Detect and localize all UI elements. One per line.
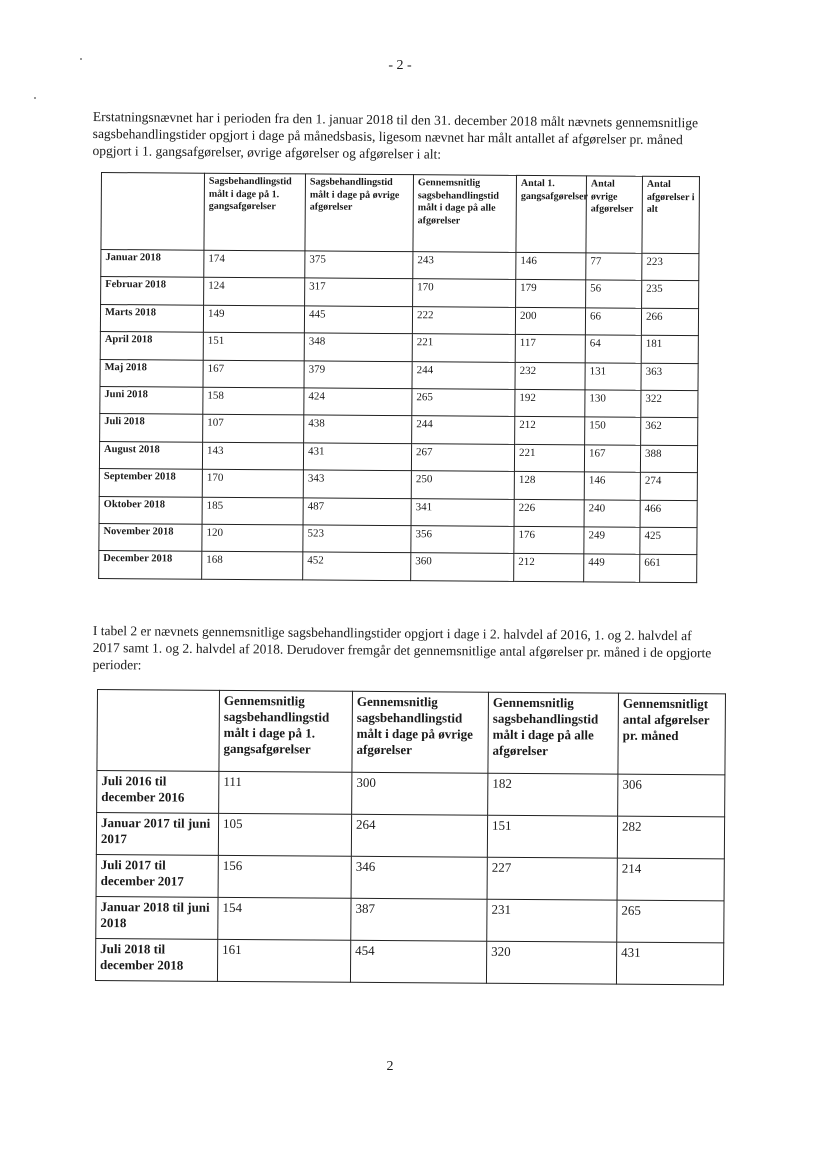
table-cell: 124 xyxy=(204,278,305,306)
row-label: Juli 2018 xyxy=(100,414,203,442)
table-cell: 170 xyxy=(202,469,303,497)
monthly-processing-table xyxy=(98,172,700,583)
table-row xyxy=(96,854,724,900)
row-label: November 2018 xyxy=(99,523,202,551)
table-cell: 282 xyxy=(617,816,724,859)
table-cell: 146 xyxy=(516,252,586,280)
row-label: August 2018 xyxy=(99,441,202,469)
table-row xyxy=(99,441,697,473)
table-cell: 266 xyxy=(641,308,698,336)
table-cell: 170 xyxy=(413,279,516,307)
table-cell: 182 xyxy=(488,773,618,816)
table-cell: 156 xyxy=(218,855,351,898)
column-header: Gennemsnitligt antal afgørelser pr. måned xyxy=(618,693,726,775)
table-cell: 174 xyxy=(204,250,305,278)
table-cell: 176 xyxy=(514,526,584,554)
column-header: Antal 1. gangsafgørelser xyxy=(516,175,587,252)
table-cell: 265 xyxy=(617,900,724,943)
table-cell: 222 xyxy=(412,306,515,334)
table-row xyxy=(100,386,698,418)
table-cell: 240 xyxy=(584,499,640,527)
row-label: Marts 2018 xyxy=(100,304,203,332)
table-cell: 151 xyxy=(487,815,617,858)
table-row xyxy=(100,332,698,364)
table-row xyxy=(96,813,724,859)
table-cell: 64 xyxy=(585,335,641,363)
row-label: Oktober 2018 xyxy=(99,496,202,524)
table-cell: 66 xyxy=(585,308,641,336)
table-cell: 146 xyxy=(584,472,640,500)
table-header-row xyxy=(97,690,726,775)
table-row xyxy=(101,277,699,309)
table-cell: 192 xyxy=(515,389,585,417)
table-cell: 300 xyxy=(352,772,488,815)
table-cell: 362 xyxy=(641,418,698,446)
table-row xyxy=(101,250,699,282)
column-header: Gennemsnitlig sagsbehandlingstid målt i dage på øvrige afgørelser xyxy=(352,691,489,773)
row-label: Januar 2018 xyxy=(101,250,204,278)
table-row xyxy=(99,551,697,583)
row-label: Februar 2018 xyxy=(101,277,204,305)
table-cell: 348 xyxy=(304,333,412,361)
column-header: Gennemsnitlig sagsbehandlingstid målt i dage på 1. gangsafgørelser xyxy=(219,690,353,772)
table-cell: 56 xyxy=(586,280,642,308)
table-cell: 150 xyxy=(585,417,641,445)
row-label: Maj 2018 xyxy=(100,359,203,387)
column-header: Antal øvrige afgørelser xyxy=(586,176,643,253)
table-cell: 223 xyxy=(642,253,699,281)
table-cell: 346 xyxy=(351,856,487,899)
table-cell: 438 xyxy=(304,415,412,443)
column-header: Sagsbehandlingstid målt i dage på 1. gangsafgørelser xyxy=(204,173,306,251)
table-cell: 77 xyxy=(586,253,642,281)
table-cell: 231 xyxy=(487,899,617,942)
table-cell: 185 xyxy=(202,497,303,525)
row-label: Juli 2017 til december 2017 xyxy=(96,854,218,897)
intro-paragraph: Erstatningsnævnet har i perioden fra den 1. januar 2018 til den 31. december 2018 målt nævnets gennemsnitlige sagsbehandlingstider opgjort i dage på månedsbasis, ligesom nævnet har målt antallet af afgørelser pr. måned opgjort i 1. gangsafgørelser, øvrige afgørelser og afgørelser i alt: xyxy=(92,108,699,162)
table-cell: 249 xyxy=(584,527,640,555)
table-row xyxy=(100,414,698,446)
table-cell: 363 xyxy=(641,363,698,391)
table-cell: 387 xyxy=(351,898,487,941)
table-cell: 306 xyxy=(618,774,725,817)
row-label: Juli 2018 til december 2018 xyxy=(95,938,217,981)
table-cell: 151 xyxy=(203,332,304,360)
table-cell: 454 xyxy=(350,940,486,983)
table-cell: 244 xyxy=(412,361,515,389)
table-cell: 130 xyxy=(585,390,641,418)
period-processing-table xyxy=(95,689,726,985)
column-header: Antal afgørelser i alt xyxy=(642,176,700,253)
table-row xyxy=(100,304,698,336)
table-cell: 212 xyxy=(514,554,584,582)
table-cell: 107 xyxy=(203,415,304,443)
table-cell: 425 xyxy=(640,527,697,555)
table-cell: 523 xyxy=(303,525,411,553)
table-row xyxy=(99,496,697,528)
row-label: Juni 2018 xyxy=(100,386,203,414)
table-cell: 487 xyxy=(303,497,411,525)
table-cell: 341 xyxy=(411,498,514,526)
table-cell: 320 xyxy=(486,941,616,984)
table-cell: 379 xyxy=(304,360,412,388)
table-cell: 267 xyxy=(411,443,514,471)
column-header: Gennemsnitlig sagsbehandlingstid målt i dage på alle afgørelser xyxy=(488,692,619,774)
table-cell: 131 xyxy=(585,362,641,390)
table-cell: 388 xyxy=(640,445,697,473)
table-row xyxy=(99,523,697,555)
table-cell: 117 xyxy=(515,335,585,363)
table-cell: 221 xyxy=(412,334,515,362)
table-corner-cell xyxy=(101,173,205,251)
table-cell: 200 xyxy=(515,307,585,335)
table-header-row xyxy=(101,173,700,254)
table-cell: 343 xyxy=(303,470,411,498)
column-header: Gennemsnitlig sagsbehandlingstid målt i dage på alle afgørelser xyxy=(413,175,517,253)
table-cell: 221 xyxy=(514,444,584,472)
table-row xyxy=(96,896,724,942)
table-cell: 232 xyxy=(515,362,585,390)
table-cell: 154 xyxy=(218,897,351,940)
page-header-marker: - 2 - xyxy=(388,58,412,73)
table-row xyxy=(95,938,723,984)
table-cell: 158 xyxy=(203,387,304,415)
table-cell: 360 xyxy=(411,553,514,581)
table-row xyxy=(100,359,698,391)
table-cell: 168 xyxy=(202,552,303,580)
table-corner-cell xyxy=(97,690,220,772)
table-cell: 161 xyxy=(217,939,350,982)
table-cell: 431 xyxy=(303,443,411,471)
table-row xyxy=(97,771,725,817)
table-cell: 274 xyxy=(640,472,697,500)
table-cell: 264 xyxy=(351,814,487,857)
table-cell: 244 xyxy=(412,416,515,444)
table-cell: 149 xyxy=(203,305,304,333)
table-cell: 212 xyxy=(515,417,585,445)
column-header: Sagsbehandlingstid målt i dage på øvrige afgørelser xyxy=(305,174,414,252)
table-cell: 226 xyxy=(514,499,584,527)
table-cell: 167 xyxy=(203,360,304,388)
table-cell: 265 xyxy=(412,389,515,417)
table-cell: 105 xyxy=(218,813,351,856)
table-cell: 322 xyxy=(641,390,698,418)
table-cell: 424 xyxy=(304,388,412,416)
table-cell: 431 xyxy=(616,942,723,985)
table-cell: 120 xyxy=(202,524,303,552)
table-cell: 128 xyxy=(514,472,584,500)
row-label: Juli 2016 til december 2016 xyxy=(97,771,219,814)
table-cell: 317 xyxy=(305,278,413,306)
table-cell: 111 xyxy=(219,771,352,814)
row-label: December 2018 xyxy=(99,551,202,579)
table-cell: 661 xyxy=(640,555,697,583)
table-cell: 143 xyxy=(202,442,303,470)
table-cell: 167 xyxy=(584,445,640,473)
scan-speck xyxy=(34,97,36,99)
row-label: April 2018 xyxy=(100,332,203,360)
table-cell: 452 xyxy=(303,552,411,580)
table-cell: 375 xyxy=(305,251,413,279)
table-cell: 243 xyxy=(413,252,516,280)
table-cell: 179 xyxy=(516,280,586,308)
row-label: Januar 2018 til juni 2018 xyxy=(96,896,218,939)
table-cell: 214 xyxy=(617,858,724,901)
table-cell: 356 xyxy=(411,526,514,554)
table-row xyxy=(99,469,697,501)
table-cell: 235 xyxy=(642,281,699,309)
table-cell: 449 xyxy=(584,554,640,582)
table-cell: 181 xyxy=(641,335,698,363)
page-number: 2 xyxy=(386,1059,394,1074)
table-cell: 466 xyxy=(640,500,697,528)
table-cell: 227 xyxy=(487,857,617,900)
row-label: September 2018 xyxy=(99,469,202,497)
table-cell: 445 xyxy=(304,306,412,334)
row-label: Januar 2017 til juni 2017 xyxy=(96,813,218,856)
table-cell: 250 xyxy=(411,471,514,499)
table2-intro-paragraph: I tabel 2 er nævnets gennemsnitlige sagsbehandlingstider opgjort i dage i 2. halvdel af 2016, 1. og 2. halvdel af 2017 samt 1. og 2. halvdel af 2018. Derudover fremgår det gennemsnitlige antal afgørelser pr. måned i de opgjorte perioder: xyxy=(92,622,712,673)
